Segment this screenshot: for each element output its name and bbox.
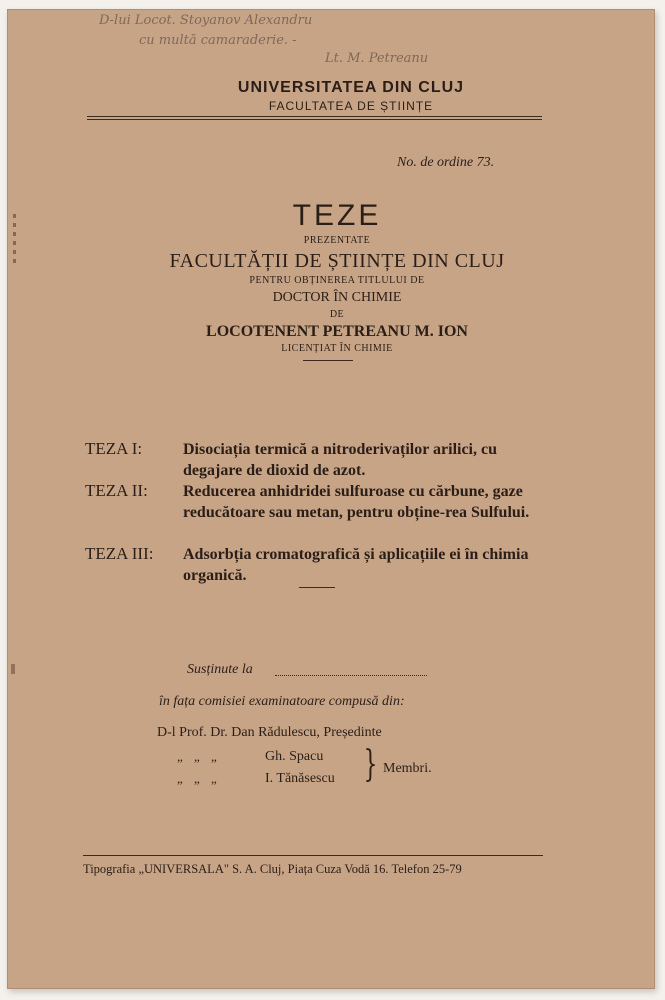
title-separator xyxy=(303,360,353,361)
theses-separator xyxy=(299,587,335,588)
author-name: LOCOTENENT PETREANU M. ION xyxy=(206,323,468,340)
members-brace: } xyxy=(363,744,378,785)
university-name: UNIVERSITATEA DIN CLUJ xyxy=(237,79,465,96)
thesis-1-label: TEZA I: xyxy=(85,439,143,458)
footer-rule xyxy=(83,855,543,856)
faculty-heading: FACULTĂȚII DE ȘTIINȚE DIN CLUJ xyxy=(169,250,505,272)
defense-date-label: Susținute la xyxy=(187,662,253,677)
header-rule-bottom xyxy=(87,119,542,120)
edge-mark xyxy=(11,664,15,674)
thesis-2-label: TEZA II: xyxy=(85,481,148,500)
author-qualification: LICENȚIAT ÎN CHIMIE xyxy=(281,343,393,354)
members-label: Membri. xyxy=(383,761,432,776)
de-label: DE xyxy=(329,309,345,320)
document-title: TEZE xyxy=(292,199,382,232)
thesis-3-text: Adsorbția cromatografică și aplicațiile ei în chimia organică. xyxy=(183,546,529,584)
dedication-signature: Lt. M. Petreanu xyxy=(325,51,429,66)
ditto-marks-1: „ „ „ xyxy=(177,749,221,764)
faculty-name: FACULTATEA DE ȘTIINȚE xyxy=(268,99,434,113)
purpose-line: PENTRU OBȚINEREA TITLULUI DE xyxy=(249,275,425,286)
prezentate-label: PREZENTATE xyxy=(303,235,371,246)
committee-intro: în fața comisiei examinatoare compusă din: xyxy=(159,694,405,709)
thesis-cover-page xyxy=(7,9,655,989)
binding-marks xyxy=(13,214,16,264)
thesis-1-text: Disociația termică a nitroderivaților arilici, cu degajare de dioxid de azot. xyxy=(183,441,497,479)
dedication-line-1: D-lui Locot. Stoyanov Alexandru xyxy=(99,13,313,28)
committee-president: D-l Prof. Dr. Dan Rădulescu, Președinte xyxy=(157,725,382,740)
thesis-3-label: TEZA III: xyxy=(85,544,154,563)
printer-imprint: Tipografia „UNIVERSALA" S. A. Cluj, Piața Cuza Vodă 16. Telefon 25-79 xyxy=(83,862,462,876)
order-number: No. de ordine 73. xyxy=(397,155,495,170)
committee-member-1: Gh. Spacu xyxy=(265,749,324,764)
degree-title: DOCTOR ÎN CHIMIE xyxy=(272,290,402,305)
thesis-2-text: Reducerea anhidridei sulfuroase cu cărbune, gaze reducătoare sau metan, pentru obține-rea Sulfului. xyxy=(183,483,530,521)
ditto-marks-2: „ „ „ xyxy=(177,771,221,786)
header-rule-top xyxy=(87,116,542,117)
committee-member-2: I. Tănăsescu xyxy=(265,771,335,786)
defense-date-blank xyxy=(275,675,427,676)
dedication-line-2: cu multă camaraderie. - xyxy=(139,33,297,48)
